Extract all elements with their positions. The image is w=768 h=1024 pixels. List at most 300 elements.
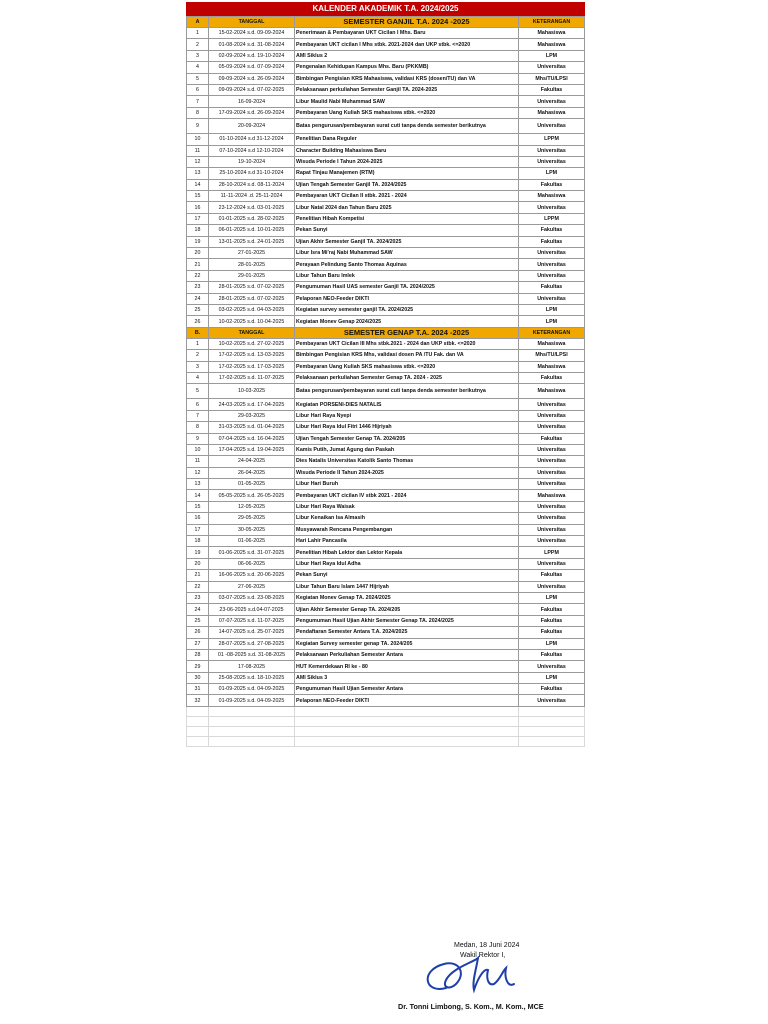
row-remark: Universitas — [519, 695, 585, 706]
row-remark: LPM — [519, 50, 585, 61]
row-remark: Mahasiswa — [519, 361, 585, 372]
row-number: 24 — [187, 293, 209, 304]
row-number: 14 — [187, 490, 209, 501]
row-activity: Libur Hari Raya Nyepi — [295, 410, 519, 421]
row-remark: Fakultas — [519, 282, 585, 293]
row-remark: Universitas — [519, 410, 585, 421]
row-activity: Libur Maulid Nabi Muhammad SAW — [295, 96, 519, 107]
row-remark: LPPM — [519, 547, 585, 558]
row-number: 8 — [187, 422, 209, 433]
row-activity: Pembayaran UKT Cicilan II stbk. 2021 - 2024 — [295, 191, 519, 202]
row-date: 11-11-2024 .d. 25-11-2024 — [209, 191, 295, 202]
row-date: 07-07-2025 s.d. 11-07-2025 — [209, 615, 295, 626]
blank-rows — [187, 706, 585, 746]
signatory-name: Dr. Tonni Limbong, S. Kom., M. Kom., MCE — [398, 1002, 544, 1011]
row-activity: Ujian Akhir Semester Ganjil TA. 2024/2025 — [295, 236, 519, 247]
table-row — [187, 168, 585, 179]
table-row — [187, 107, 585, 118]
row-date: 03-07-2025 s.d. 23-08-2025 — [209, 592, 295, 603]
table-row — [187, 422, 585, 433]
row-remark: Universitas — [519, 270, 585, 281]
section-a-title: SEMESTER GANJIL T.A. 2024 -2025 — [295, 17, 519, 28]
row-remark: Fakultas — [519, 84, 585, 95]
row-remark: LPPM — [519, 134, 585, 145]
row-number: 28 — [187, 649, 209, 660]
row-number: 10 — [187, 444, 209, 455]
row-number: 23 — [187, 592, 209, 603]
row-date: 30-05-2025 — [209, 524, 295, 535]
table-row — [187, 179, 585, 190]
table-row — [187, 350, 585, 361]
row-date: 24-04-2025 — [209, 456, 295, 467]
table-row — [187, 581, 585, 592]
row-date: 28-01-2025 — [209, 259, 295, 270]
section-a-date-header: TANGGAL — [209, 17, 295, 28]
table-row — [187, 558, 585, 569]
row-activity: Ujian Tengah Semester Genap TA. 2024/205 — [295, 433, 519, 444]
row-number: 17 — [187, 524, 209, 535]
row-remark: Universitas — [519, 96, 585, 107]
row-activity: Pengumuman Hasil Ujian Akhir Semester Genap TA. 2024/2025 — [295, 615, 519, 626]
row-date: 26-04-2025 — [209, 467, 295, 478]
row-date: 17-02-2025 s.d. 17-03-2025 — [209, 361, 295, 372]
row-activity: Penelitian Dana Reguler — [295, 134, 519, 145]
table-row — [187, 661, 585, 672]
row-remark: Universitas — [519, 456, 585, 467]
row-activity: Kegiatan Survey semester genap TA. 2024/205 — [295, 638, 519, 649]
table-row — [187, 282, 585, 293]
table-row — [187, 293, 585, 304]
row-date: 28-01-2025 s.d. 07-02-2025 — [209, 282, 295, 293]
row-activity: Pekan Sunyi — [295, 225, 519, 236]
row-activity: Pembayaran Uang Kuliah SKS mahasiswa stbk. <=2020 — [295, 361, 519, 372]
row-activity: Kamis Putih, Jumat Agung dan Paskah — [295, 444, 519, 455]
row-activity: Bimbingan Pengisian KRS Mhs, validasi dosen PA /TU Fak. dan VA — [295, 350, 519, 361]
table-row — [187, 259, 585, 270]
table-row — [187, 604, 585, 615]
section-b-title: SEMESTER GENAP T.A. 2024 -2025 — [295, 327, 519, 338]
row-remark: Universitas — [519, 524, 585, 535]
row-remark: Universitas — [519, 444, 585, 455]
row-remark: Fakultas — [519, 615, 585, 626]
row-number: 14 — [187, 179, 209, 190]
row-date: 23-12-2024 s.d. 03-01-2025 — [209, 202, 295, 213]
blank-row — [187, 706, 585, 716]
row-date: 01 -08-2025 s.d. 31-08-2025 — [209, 649, 295, 660]
row-remark: Universitas — [519, 293, 585, 304]
row-date: 16-06-2025 s.d. 20-06-2025 — [209, 570, 295, 581]
blank-row — [187, 736, 585, 746]
table-row — [187, 536, 585, 547]
row-number: 19 — [187, 236, 209, 247]
row-number: 15 — [187, 501, 209, 512]
table-row — [187, 372, 585, 383]
row-number: 23 — [187, 282, 209, 293]
row-number: 9 — [187, 433, 209, 444]
row-number: 13 — [187, 168, 209, 179]
row-remark: Mahasiswa — [519, 191, 585, 202]
row-activity: Rapat Tinjau Manajemen (RTM) — [295, 168, 519, 179]
table-row — [187, 547, 585, 558]
table-row — [187, 467, 585, 478]
row-date: 27-01-2025 — [209, 248, 295, 259]
row-remark: Fakultas — [519, 649, 585, 660]
row-number: 11 — [187, 456, 209, 467]
row-activity: Pelaporan NEO-Feeder DIKTI — [295, 695, 519, 706]
row-remark: LPM — [519, 672, 585, 683]
row-number: 25 — [187, 304, 209, 315]
section-b-ket-header: KETERANGAN — [519, 327, 585, 338]
row-number: 20 — [187, 248, 209, 259]
table-row — [187, 84, 585, 95]
table-row — [187, 638, 585, 649]
table-row — [187, 649, 585, 660]
row-date: 06-01-2025 s.d. 10-01-2025 — [209, 225, 295, 236]
table-row — [187, 456, 585, 467]
row-date: 01-06-2025 — [209, 536, 295, 547]
row-date: 01-09-2025 s.d. 04-09-2025 — [209, 684, 295, 695]
section-a-ket-header: KETERANGAN — [519, 17, 585, 28]
section-b-date-header: TANGGAL — [209, 327, 295, 338]
row-activity: Hari Lahir Pancasila — [295, 536, 519, 547]
row-number: 6 — [187, 84, 209, 95]
table-row — [187, 248, 585, 259]
row-remark: Fakultas — [519, 627, 585, 638]
row-remark: Universitas — [519, 145, 585, 156]
row-remark: Mahasiswa — [519, 28, 585, 39]
row-number: 15 — [187, 191, 209, 202]
row-activity: Libur Hari Buruh — [295, 479, 519, 490]
row-number: 30 — [187, 672, 209, 683]
row-remark: Mahasiswa — [519, 490, 585, 501]
row-remark: Universitas — [519, 119, 585, 134]
row-activity: Penelitian Hibah Lektor dan Lektor Kepala — [295, 547, 519, 558]
table-row — [187, 479, 585, 490]
row-remark: Universitas — [519, 248, 585, 259]
row-activity: Pelaporan NEO-Feeder DIKTI — [295, 293, 519, 304]
row-remark: Universitas — [519, 259, 585, 270]
row-activity: Pengenalan Kehidupan Kampus Mhs. Baru (PKKMB) — [295, 62, 519, 73]
table-row — [187, 399, 585, 410]
row-date: 02-09-2024 s.d. 19-10-2024 — [209, 50, 295, 61]
row-activity: Libur Natal 2024 dan Tahun Baru 2025 — [295, 202, 519, 213]
row-date: 05-05-2025 s.d. 26-05-2025 — [209, 490, 295, 501]
table-row — [187, 270, 585, 281]
row-remark: Fakultas — [519, 179, 585, 190]
row-number: 8 — [187, 107, 209, 118]
row-number: 7 — [187, 96, 209, 107]
row-date: 27-06-2025 — [209, 581, 295, 592]
row-remark: Fakultas — [519, 604, 585, 615]
row-date: 28-07-2025 s.d. 27-08-2025 — [209, 638, 295, 649]
row-activity: Libur Hari Raya Waisak — [295, 501, 519, 512]
table-row — [187, 524, 585, 535]
row-activity: Pembayaran UKT cicilan IV stbk 2021 - 2024 — [295, 490, 519, 501]
row-remark: Universitas — [519, 536, 585, 547]
row-activity: Libur Isra Mi'raj Nabi Muhammad SAW — [295, 248, 519, 259]
academic-calendar-sheet — [186, 2, 585, 747]
signature-role: Wakil Rektor I, — [460, 952, 506, 959]
row-date: 29-01-2025 — [209, 270, 295, 281]
row-date: 01-01-2025 s.d. 28-02-2025 — [209, 213, 295, 224]
calendar-table — [186, 16, 585, 747]
row-number: 7 — [187, 410, 209, 421]
signature-place-date: Medan, 18 Juni 2024 — [454, 942, 520, 949]
row-number: 20 — [187, 558, 209, 569]
row-activity: Pembayaran Uang Kuliah SKS mahasiswa stbk. <=2020 — [295, 107, 519, 118]
row-remark: Universitas — [519, 513, 585, 524]
table-row — [187, 672, 585, 683]
row-date: 31-03-2025 s.d. 01-04-2025 — [209, 422, 295, 433]
row-date: 25-10-2024 s.d 31-10-2024 — [209, 168, 295, 179]
row-activity: Pelaksanaan Perkuliahan Semester Antara — [295, 649, 519, 660]
table-row — [187, 316, 585, 327]
row-number: 19 — [187, 547, 209, 558]
table-row — [187, 410, 585, 421]
section-b-code: B. — [187, 327, 209, 338]
row-activity: Pembayaran UKT Cicilan III Mhs stbk.2021 - 2024 dan UKP stbk. <=2020 — [295, 338, 519, 349]
row-number: 22 — [187, 581, 209, 592]
row-number: 4 — [187, 62, 209, 73]
row-activity: Character Building Mahasiswa Baru — [295, 145, 519, 156]
table-row — [187, 361, 585, 372]
row-remark: Universitas — [519, 501, 585, 512]
table-row — [187, 684, 585, 695]
table-row — [187, 304, 585, 315]
row-number: 24 — [187, 604, 209, 615]
row-activity: Pengumuman Hasil Ujian Semester Antara — [295, 684, 519, 695]
row-activity: Pekan Sunyi — [295, 570, 519, 581]
row-activity: Bimbingan Pengisian KRS Mahasiswa, validasi KRS (dosen/TU) dan VA — [295, 73, 519, 84]
row-activity: Penelitian Hibah Kompetisi — [295, 213, 519, 224]
table-row — [187, 513, 585, 524]
row-number: 3 — [187, 361, 209, 372]
row-date: 24-03-2025 s.d. 17-04-2025 — [209, 399, 295, 410]
row-remark: LPM — [519, 168, 585, 179]
row-number: 4 — [187, 372, 209, 383]
row-number: 21 — [187, 570, 209, 581]
row-number: 32 — [187, 695, 209, 706]
table-row — [187, 338, 585, 349]
table-row — [187, 592, 585, 603]
row-activity: Kegiatan PORSENI-DIES NATALIS — [295, 399, 519, 410]
row-number: 3 — [187, 50, 209, 61]
row-activity: Wisuda Periode II Tahun 2024-2025 — [295, 467, 519, 478]
row-activity: Kegiatan survey semester ganjil TA. 2024/2025 — [295, 304, 519, 315]
row-date: 03-02-2025 s.d. 04-03-2025 — [209, 304, 295, 315]
row-date: 17-08-2025 — [209, 661, 295, 672]
row-remark: Universitas — [519, 156, 585, 167]
row-remark: Mhs/TU/LPSI — [519, 73, 585, 84]
row-date: 10-03-2025 — [209, 384, 295, 399]
row-activity: Pelaksanaan perkuliahan Semester Ganjil TA. 2024-2025 — [295, 84, 519, 95]
row-date: 12-05-2025 — [209, 501, 295, 512]
row-remark: Fakultas — [519, 236, 585, 247]
row-date: 10-02-2025 s.d. 10-04-2025 — [209, 316, 295, 327]
row-date: 07-10-2024 s.d 12-10-2024 — [209, 145, 295, 156]
row-number: 26 — [187, 316, 209, 327]
table-row — [187, 156, 585, 167]
row-remark: Universitas — [519, 202, 585, 213]
row-number: 6 — [187, 399, 209, 410]
row-date: 25-08-2025 s.d. 18-10-2025 — [209, 672, 295, 683]
table-row — [187, 501, 585, 512]
row-date: 01-08-2024 s.d. 31-08-2024 — [209, 39, 295, 50]
row-date: 09-09-2024 s.d. 07-02-2025 — [209, 84, 295, 95]
table-row — [187, 73, 585, 84]
row-remark: Mhs/TU/LPSI — [519, 350, 585, 361]
table-row — [187, 384, 585, 399]
row-number: 26 — [187, 627, 209, 638]
row-remark: Universitas — [519, 661, 585, 672]
row-activity: Ujian Akhir Semester Genap TA. 2024/205 — [295, 604, 519, 615]
row-date: 01-10-2024 s.d 31-12-2024 — [209, 134, 295, 145]
row-remark: Mahasiswa — [519, 107, 585, 118]
table-row — [187, 50, 585, 61]
row-activity: Batas pengurusan/pembayaran surat cuti tanpa denda semester berikutnya — [295, 119, 519, 134]
row-date: 20-09-2024 — [209, 119, 295, 134]
table-row — [187, 615, 585, 626]
row-number: 13 — [187, 479, 209, 490]
row-number: 21 — [187, 259, 209, 270]
row-activity: Pembayaran UKT cicilan I Mhs stbk. 2021-2024 dan UKP stbk. <=2020 — [295, 39, 519, 50]
row-date: 17-09-2024 s.d. 26-09-2024 — [209, 107, 295, 118]
row-date: 16-09-2024 — [209, 96, 295, 107]
row-remark: Fakultas — [519, 570, 585, 581]
table-row — [187, 225, 585, 236]
table-row — [187, 490, 585, 501]
row-date: 01-05-2025 — [209, 479, 295, 490]
table-row — [187, 695, 585, 706]
row-activity: Musyawarah Rencana Pengembangan — [295, 524, 519, 535]
row-number: 11 — [187, 145, 209, 156]
row-remark: LPM — [519, 592, 585, 603]
row-date: 17-02-2025 s.d. 13-03-2025 — [209, 350, 295, 361]
row-activity: HUT Kemerdekaan RI ke - 80 — [295, 661, 519, 672]
row-remark: Universitas — [519, 479, 585, 490]
row-remark: LPM — [519, 304, 585, 315]
row-number: 18 — [187, 225, 209, 236]
section-a-body — [187, 17, 585, 328]
row-remark: LPM — [519, 316, 585, 327]
table-row — [187, 62, 585, 73]
row-activity: Kegiatan Monev Genap TA. 2024/2025 — [295, 592, 519, 603]
row-activity: Wisuda Periode I Tahun 2024-2025 — [295, 156, 519, 167]
row-activity: Pelaksanaan perkuliahan Semester Genap TA. 2024 - 2025 — [295, 372, 519, 383]
section-b-body — [187, 327, 585, 706]
row-activity: AMI Siklus 2 — [295, 50, 519, 61]
row-date: 28-01-2025 s.d. 07-02-2025 — [209, 293, 295, 304]
row-remark: Universitas — [519, 581, 585, 592]
row-date: 09-09-2024 s.d. 26-09-2024 — [209, 73, 295, 84]
row-activity: AMI Siklus 3 — [295, 672, 519, 683]
table-row — [187, 145, 585, 156]
row-activity: Perayaan Pelindung Santo Thomas Aquinas — [295, 259, 519, 270]
table-row — [187, 119, 585, 134]
row-activity: Batas pengurusan/pembayaran surat cuti tanpa denda semester berikutnya — [295, 384, 519, 399]
row-activity: Pengumuman Hasil UAS semester Ganjil TA. 2024/2025 — [295, 282, 519, 293]
row-activity: Libur Tahun Baru Imlek — [295, 270, 519, 281]
row-remark: Fakultas — [519, 684, 585, 695]
row-date: 01-06-2025 s.d. 31-07-2025 — [209, 547, 295, 558]
blank-row — [187, 716, 585, 726]
table-row — [187, 191, 585, 202]
row-remark: Fakultas — [519, 225, 585, 236]
row-number: 25 — [187, 615, 209, 626]
row-remark: Universitas — [519, 467, 585, 478]
row-number: 10 — [187, 134, 209, 145]
table-row — [187, 28, 585, 39]
table-row — [187, 202, 585, 213]
row-date: 07-04-2025 s.d. 16-04-2025 — [209, 433, 295, 444]
row-number: 22 — [187, 270, 209, 281]
row-number: 9 — [187, 119, 209, 134]
row-number: 2 — [187, 350, 209, 361]
row-remark: Mahasiswa — [519, 384, 585, 399]
row-date: 29-03-2025 — [209, 410, 295, 421]
row-number: 16 — [187, 513, 209, 524]
row-date: 17-04-2025 s.d. 19-04-2025 — [209, 444, 295, 455]
row-date: 01-09-2025 s.d. 04-09-2025 — [209, 695, 295, 706]
row-date: 10-02-2025 s.d. 27-02-2025 — [209, 338, 295, 349]
row-remark: Universitas — [519, 422, 585, 433]
row-activity: Kegiatan Monev Genap 2024/2025 — [295, 316, 519, 327]
row-date: 14-07-2025 s.d. 25-07-2025 — [209, 627, 295, 638]
row-number: 18 — [187, 536, 209, 547]
table-row — [187, 213, 585, 224]
row-number: 31 — [187, 684, 209, 695]
row-number: 1 — [187, 28, 209, 39]
row-remark: LPPM — [519, 213, 585, 224]
section-b-header — [187, 327, 585, 338]
row-number: 5 — [187, 73, 209, 84]
row-number: 2 — [187, 39, 209, 50]
row-date: 05-09-2024 s.d. 07-09-2024 — [209, 62, 295, 73]
row-activity: Penerimaan & Pembayaran UKT Cicilan I Mhs. Baru — [295, 28, 519, 39]
row-activity: Libur Hari Raya Idul Adha — [295, 558, 519, 569]
row-number: 17 — [187, 213, 209, 224]
row-date: 23-06-2025 s.d.04-07-2025 — [209, 604, 295, 615]
row-activity: Libur Hari Raya Idul Fitri 1446 Hijriyah — [295, 422, 519, 433]
blank-row — [187, 726, 585, 736]
section-a-code: A — [187, 17, 209, 28]
row-remark: Mahasiswa — [519, 338, 585, 349]
table-row — [187, 96, 585, 107]
section-a-header — [187, 17, 585, 28]
row-activity: Libur Kenaikan Isa Almasih — [295, 513, 519, 524]
row-date: 06-06-2025 — [209, 558, 295, 569]
table-row — [187, 570, 585, 581]
table-row — [187, 433, 585, 444]
row-number: 16 — [187, 202, 209, 213]
calendar-title: KALENDER AKADEMIK T.A. 2024/2025 — [186, 2, 585, 16]
row-number: 27 — [187, 638, 209, 649]
table-row — [187, 627, 585, 638]
table-row — [187, 236, 585, 247]
row-activity: Ujian Tengah Semester Ganjil TA. 2024/2025 — [295, 179, 519, 190]
table-row — [187, 134, 585, 145]
row-date: 17-02-2025 s.d. 11-07-2025 — [209, 372, 295, 383]
row-number: 29 — [187, 661, 209, 672]
row-number: 12 — [187, 467, 209, 478]
row-date: 15-02-2024 s.d. 09-09-2024 — [209, 28, 295, 39]
row-date: 28-10-2024 s.d. 08-11-2024 — [209, 179, 295, 190]
row-date: 29-05-2025 — [209, 513, 295, 524]
table-row — [187, 39, 585, 50]
row-remark: Mahasiswa — [519, 39, 585, 50]
row-remark: LPM — [519, 638, 585, 649]
row-activity: Dies Natalis Universitas Katolik Santo Thomas — [295, 456, 519, 467]
